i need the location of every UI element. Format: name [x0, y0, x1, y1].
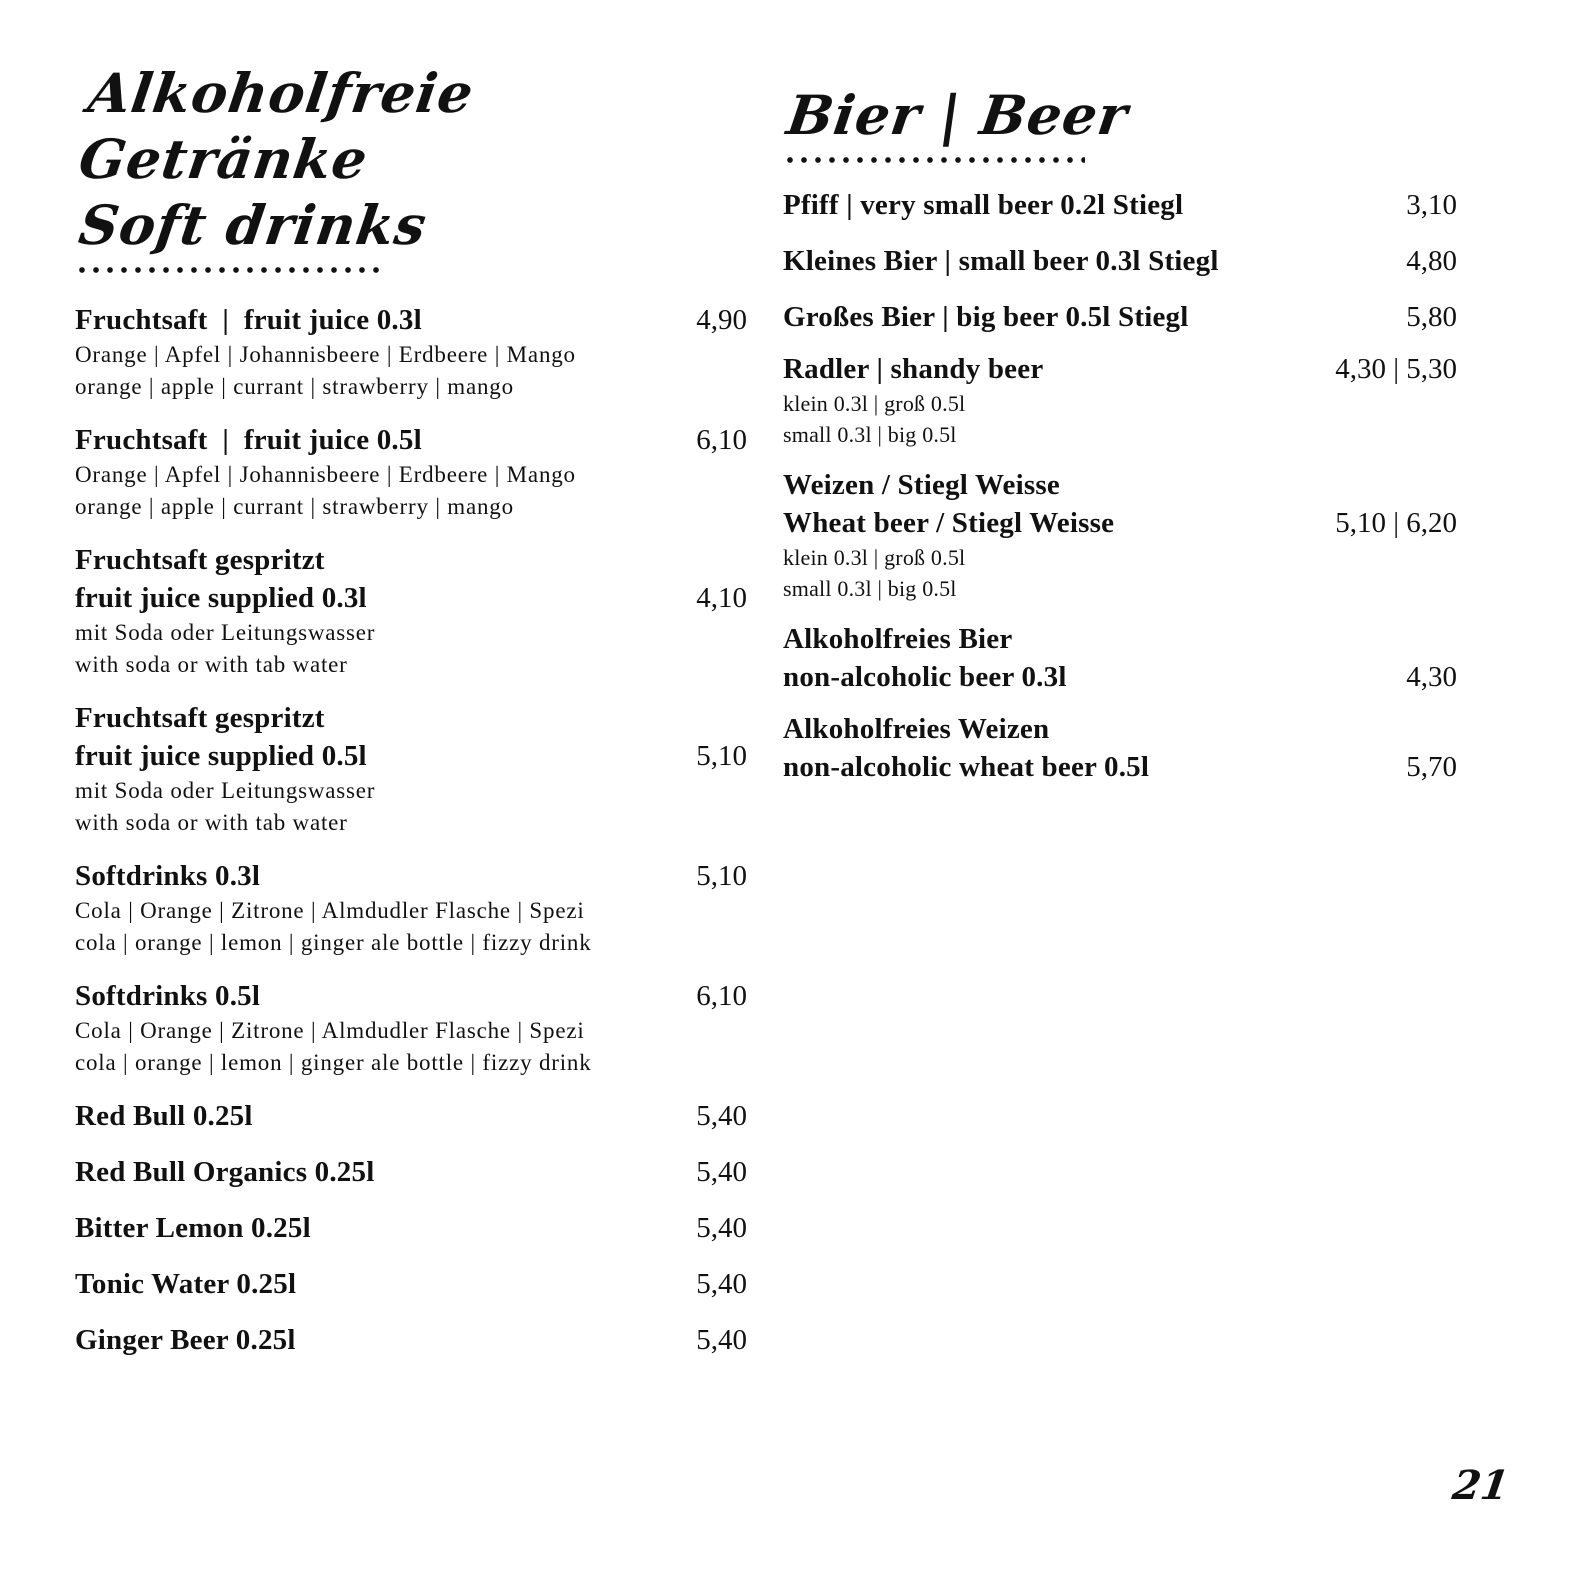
menu-item-red-bull — [75, 1097, 747, 1135]
menu-item-red-bull-organics — [75, 1153, 747, 1191]
item-price: 6,10 — [696, 980, 747, 1012]
item-price: 5,40 — [696, 1100, 747, 1132]
item-name-de: Alkoholfreies Weizen — [783, 713, 1050, 745]
item-description-en: with soda or with tab water — [75, 810, 348, 835]
item-name: Pfiff | very small beer 0.2l Stiegl — [783, 189, 1184, 221]
item-name-en: non-alcoholic wheat beer 0.5l — [783, 751, 1150, 783]
menu-item-wheat-beer — [783, 466, 1457, 604]
item-price: 4,90 — [696, 304, 747, 336]
soft-drinks-heading-en: Soft drinks — [75, 193, 431, 257]
item-description-de: Orange | Apfel | Johannisbeere | Erdbeere | Mango — [75, 342, 576, 367]
item-description-de: Cola | Orange | Zitrone | Almdudler Flasche | Spezi — [75, 898, 585, 923]
item-description-en: orange | apple | currant | strawberry | mango — [75, 494, 514, 519]
menu-item-non-alcoholic-beer — [783, 620, 1457, 696]
menu-item-fruit-juice-spritzer-03 — [75, 541, 747, 681]
item-description-en: cola | orange | lemon | ginger ale bottle | fizzy drink — [75, 1050, 592, 1075]
item-name: Fruchtsaft | fruit juice 0.3l — [75, 304, 422, 336]
item-price: 5,80 — [1406, 301, 1457, 333]
dotted-divider — [75, 266, 383, 274]
item-name-en: fruit juice supplied 0.5l — [75, 740, 367, 772]
item-name: Red Bull Organics 0.25l — [75, 1156, 375, 1188]
item-description-de: klein 0.3l | groß 0.5l — [783, 391, 966, 416]
item-description-en: small 0.3l | big 0.5l — [783, 576, 957, 601]
item-name: Bitter Lemon 0.25l — [75, 1212, 311, 1244]
page-number: 21 — [1450, 1462, 1513, 1509]
item-description-en: with soda or with tab water — [75, 652, 348, 677]
item-name-de: Alkoholfreies Bier — [783, 623, 1013, 655]
item-name: Softdrinks 0.3l — [75, 860, 261, 892]
menu-item-pfiff — [783, 186, 1457, 224]
item-name: Softdrinks 0.5l — [75, 980, 261, 1012]
item-name-en: non-alcoholic beer 0.3l — [783, 661, 1067, 693]
item-name-de: Weizen / Stiegl Weisse — [783, 469, 1060, 501]
item-name-en: fruit juice supplied 0.3l — [75, 582, 367, 614]
item-description-de: mit Soda oder Leitungswasser — [75, 778, 376, 803]
menu-item-ginger-beer — [75, 1321, 747, 1359]
item-description-de: Cola | Orange | Zitrone | Almdudler Flasche | Spezi — [75, 1018, 585, 1043]
item-name: Red Bull 0.25l — [75, 1100, 253, 1132]
item-price: 4,30 | 5,30 — [1335, 353, 1457, 385]
item-description-en: orange | apple | currant | strawberry | mango — [75, 374, 514, 399]
item-description-de: mit Soda oder Leitungswasser — [75, 620, 376, 645]
item-price: 5,40 — [696, 1212, 747, 1244]
item-price: 5,10 — [696, 860, 747, 892]
menu-item-softdrinks-05 — [75, 977, 747, 1079]
item-price: 5,10 | 6,20 — [1335, 507, 1457, 539]
menu-item-non-alcoholic-wheat-beer — [783, 710, 1457, 786]
item-price: 5,40 — [696, 1156, 747, 1188]
item-name: Tonic Water 0.25l — [75, 1268, 297, 1300]
menu-item-radler — [783, 350, 1457, 450]
item-description-en: small 0.3l | big 0.5l — [783, 422, 957, 447]
item-name-en: Wheat beer / Stiegl Weisse — [783, 507, 1115, 539]
menu-item-fruit-juice-05 — [75, 421, 747, 523]
item-price: 5,10 — [696, 740, 747, 772]
item-price: 5,70 — [1406, 751, 1457, 783]
item-description-de: klein 0.3l | groß 0.5l — [783, 545, 966, 570]
item-name: Großes Bier | big beer 0.5l Stiegl — [783, 301, 1189, 333]
menu-item-tonic-water — [75, 1265, 747, 1303]
dotted-divider — [783, 156, 1085, 164]
menu-item-fruit-juice-spritzer-05 — [75, 699, 747, 839]
menu-item-softdrinks-03 — [75, 857, 747, 959]
item-price: 4,80 — [1406, 245, 1457, 277]
menu-item-fruit-juice-03 — [75, 301, 747, 403]
item-price: 3,10 — [1406, 189, 1457, 221]
soft-drinks-section — [75, 60, 747, 1359]
item-name: Kleines Bier | small beer 0.3l Stiegl — [783, 245, 1219, 277]
menu-item-small-beer — [783, 242, 1457, 280]
item-price: 4,30 — [1406, 661, 1457, 693]
beer-heading: Bier | Beer — [783, 83, 1133, 147]
item-description-de: Orange | Apfel | Johannisbeere | Erdbeere | Mango — [75, 462, 576, 487]
item-description-en: cola | orange | lemon | ginger ale bottle | fizzy drink — [75, 930, 592, 955]
item-name-de: Fruchtsaft gespritzt — [75, 544, 325, 576]
soft-drinks-heading-de: Alkoholfreie Getränke — [75, 61, 478, 191]
menu-item-bitter-lemon — [75, 1209, 747, 1247]
menu-item-big-beer — [783, 298, 1457, 336]
item-price: 4,10 — [696, 582, 747, 614]
item-name: Radler | shandy beer — [783, 353, 1044, 385]
item-price: 6,10 — [696, 424, 747, 456]
beer-section — [783, 82, 1457, 786]
item-name-de: Fruchtsaft gespritzt — [75, 702, 325, 734]
item-name: Fruchtsaft | fruit juice 0.5l — [75, 424, 422, 456]
item-price: 5,40 — [696, 1324, 747, 1356]
item-name: Ginger Beer 0.25l — [75, 1324, 296, 1356]
item-price: 5,40 — [696, 1268, 747, 1300]
